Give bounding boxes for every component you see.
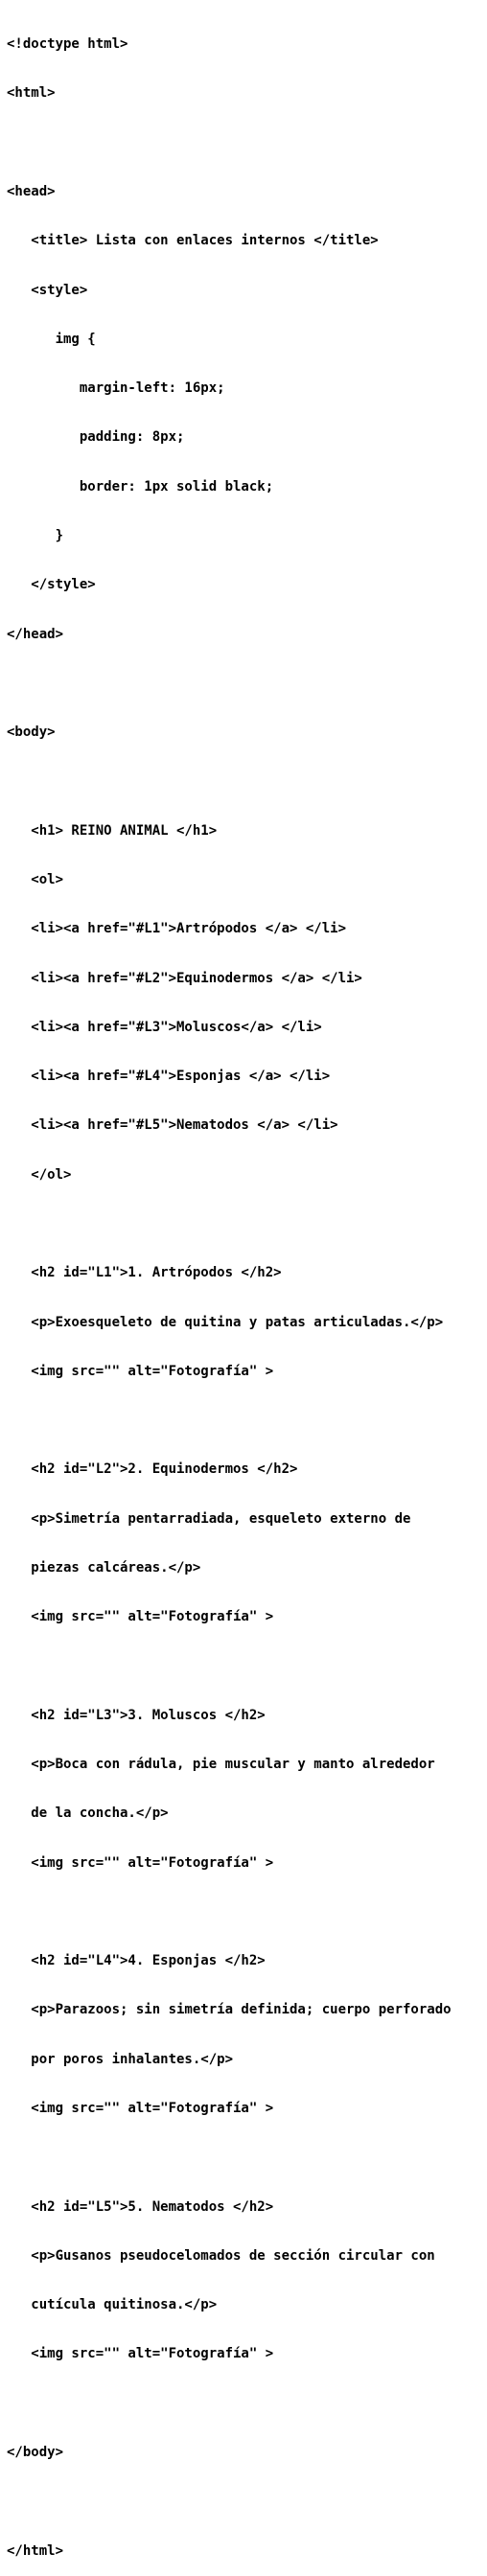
code-line: <h2 id="L3">3. Moluscos </h2> [7, 1707, 266, 1723]
code-line: <img src="" alt="Fotografía" > [7, 1609, 274, 1625]
code-line: <p>Parazoos; sin simetría definida; cuerpo perforado [7, 2002, 452, 2018]
code-line: img { [7, 331, 96, 347]
code-line: de la concha.</p> [7, 1806, 169, 1822]
code-line: <h2 id="L5">5. Nematodos </h2> [7, 2198, 274, 2215]
code-listing [7, 4, 452, 2576]
code-line: <li><a href="#L3">Moluscos</a> </li> [7, 1019, 322, 1035]
code-line [7, 2150, 452, 2166]
code-line: <img src="" alt="Fotografía" > [7, 1854, 274, 1871]
code-line [7, 135, 452, 151]
code-line: <li><a href="#L5">Nematodos </a> </li> [7, 1117, 338, 1134]
code-line: <img src="" alt="Fotografía" > [7, 2346, 274, 2362]
code-line: cutícula quitinosa.</p> [7, 2297, 218, 2313]
code-line [7, 1413, 452, 1429]
code-line: <li><a href="#L2">Equinodermos </a> </li> [7, 970, 362, 986]
code-line: <h2 id="L4">4. Esponjas </h2> [7, 1953, 266, 1969]
code-line: </html> [7, 2542, 64, 2559]
code-line: margin-left: 16px; [7, 380, 225, 397]
code-line: <head> [7, 184, 56, 200]
code-line: <p>Boca con rádula, pie muscular y manto alrededor [7, 1757, 435, 1773]
code-line: </ol> [7, 1166, 72, 1183]
code-line: padding: 8px; [7, 429, 185, 446]
code-line: <li><a href="#L4">Esponjas </a> </li> [7, 1069, 331, 1085]
code-line [7, 2396, 452, 2412]
code-line: <li><a href="#L1">Artrópodos </a> </li> [7, 921, 347, 937]
code-line: <style> [7, 282, 88, 298]
code-line: por poros inhalantes.</p> [7, 2051, 234, 2067]
code-line [7, 1904, 452, 1920]
code-line: <ol> [7, 871, 64, 887]
code-line: <h2 id="L2">2. Equinodermos </h2> [7, 1461, 298, 1478]
code-line: border: 1px solid black; [7, 478, 274, 494]
code-line: <body> [7, 724, 56, 741]
code-line [7, 1216, 452, 1232]
code-line: </body> [7, 2444, 64, 2460]
code-line: <img src="" alt="Fotografía" > [7, 1363, 274, 1379]
code-line: } [7, 528, 64, 543]
code-line: <!doctype html> [7, 36, 128, 53]
code-line [7, 1658, 452, 1674]
code-line: <h2 id="L1">1. Artrópodos </h2> [7, 1265, 282, 1281]
code-line: <html> [7, 85, 56, 102]
code-line: </head> [7, 626, 64, 642]
code-line [7, 2494, 452, 2510]
code-line: <p>Gusanos pseudocelomados de sección circular con [7, 2247, 435, 2264]
code-line [7, 676, 452, 692]
code-line: <p>Exoesqueleto de quitina y patas articuladas.</p> [7, 1314, 444, 1330]
code-line: <img src="" alt="Fotografía" > [7, 2101, 274, 2116]
code-line: <title> Lista con enlaces internos </title> [7, 233, 379, 249]
code-line: <p>Simetría pentarradiada, esqueleto externo de [7, 1510, 411, 1527]
code-line: <h1> REINO ANIMAL </h1> [7, 822, 218, 839]
code-line: piezas calcáreas.</p> [7, 1559, 201, 1576]
code-line [7, 773, 452, 790]
code-line: </style> [7, 577, 96, 593]
